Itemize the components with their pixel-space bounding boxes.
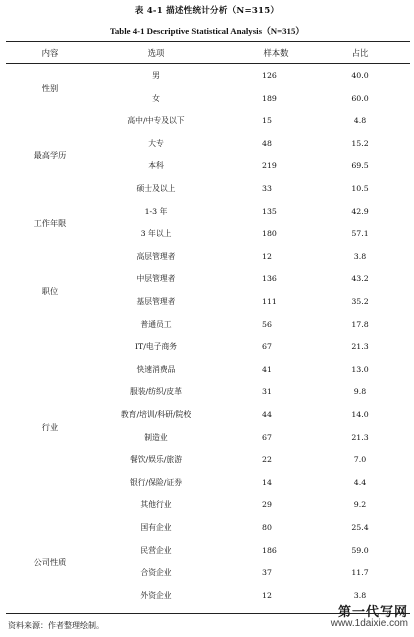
cell-option: 餐饮/娱乐/旅游 — [129, 455, 183, 465]
cell-option: 基层管理者 — [136, 297, 176, 306]
cell-count: 219 — [262, 161, 277, 171]
cell-count: 111 — [262, 297, 277, 306]
cell-option: 服装/纺织/皮革 — [129, 387, 183, 397]
table-row — [0, 517, 414, 540]
cell-pct: 3.8 — [353, 251, 367, 261]
header-count: 样本数 — [263, 48, 289, 58]
table-row — [0, 494, 414, 517]
cell-pct: 69.5 — [351, 161, 369, 171]
cell-option: 其他行业 — [140, 500, 172, 510]
cell-option: 高层管理者 — [136, 251, 176, 261]
cell-pct: 4.4 — [353, 477, 367, 487]
cell-count: 67 — [262, 342, 272, 352]
cell-count: 44 — [262, 410, 272, 419]
cell-pct: 42.9 — [351, 206, 369, 216]
table-row — [0, 110, 414, 133]
table-row — [0, 381, 414, 404]
cell-option: 教育/培训/科研/院校 — [120, 410, 192, 419]
cell-count: 41 — [262, 364, 272, 374]
cell-pct: 57.1 — [351, 229, 369, 239]
cell-count: 33 — [262, 184, 272, 193]
cell-pct: 21.3 — [351, 342, 369, 352]
cell-count: 12 — [262, 590, 272, 600]
cell-option: 国有企业 — [140, 523, 172, 532]
cell-pct: 59.0 — [351, 545, 369, 555]
table-top-rule — [6, 41, 410, 42]
group-label: 工作年限 — [33, 218, 67, 229]
cell-count: 80 — [262, 523, 272, 532]
cell-option: 普通员工 — [140, 319, 172, 329]
cell-count: 56 — [262, 319, 272, 329]
cell-pct: 17.8 — [351, 319, 369, 329]
cell-pct: 9.2 — [353, 500, 367, 510]
cell-count: 12 — [262, 251, 272, 261]
header-content: 内容 — [41, 48, 59, 58]
cell-option: 快速消费品 — [136, 364, 176, 374]
cell-count: 186 — [262, 545, 277, 555]
cell-count: 126 — [262, 71, 277, 80]
cell-pct: 13.0 — [351, 364, 369, 374]
table-row — [0, 246, 414, 269]
cell-option: 男 — [152, 71, 160, 80]
group-label: 性别 — [41, 82, 59, 93]
table-row — [0, 359, 414, 382]
table-caption-en: Table 4-1 Descriptive Statistical Analysis（N=315） — [109, 26, 305, 36]
cell-count: 135 — [262, 206, 277, 216]
cell-pct: 4.8 — [353, 116, 367, 126]
cell-pct: 40.0 — [351, 71, 369, 80]
cell-pct: 14.0 — [351, 410, 369, 419]
header-option: 选项 — [147, 48, 165, 58]
cell-pct: 60.0 — [351, 93, 369, 103]
cell-count: 180 — [262, 229, 277, 239]
cell-option: 3 年以上 — [140, 229, 172, 239]
source-note: 资料来源：作者整理绘制。 — [8, 621, 104, 630]
group-label: 最高学历 — [33, 150, 67, 161]
cell-option: IT/电子商务 — [134, 342, 178, 352]
cell-option: 中层管理者 — [136, 274, 176, 284]
table-caption-cn: 表 4-1 描述性统计分析（N=315） — [134, 6, 280, 16]
header-bottom-rule — [6, 63, 410, 64]
cell-count: 37 — [262, 568, 272, 578]
table-row — [0, 336, 414, 359]
cell-pct: 21.3 — [351, 432, 369, 442]
cell-count: 31 — [262, 387, 272, 397]
cell-option: 硕士及以上 — [136, 184, 176, 193]
cell-count: 136 — [262, 274, 277, 284]
cell-option: 1-3 年 — [144, 206, 168, 216]
cell-pct: 10.5 — [351, 184, 369, 193]
cell-option: 高中/中专及以下 — [127, 116, 185, 126]
cell-option: 制造业 — [144, 432, 168, 442]
cell-count: 189 — [262, 93, 277, 103]
cell-option: 大专 — [148, 138, 164, 148]
cell-option: 民营企业 — [140, 545, 172, 555]
group-label: 公司性质 — [33, 557, 67, 568]
table-row — [0, 449, 414, 472]
cell-option: 银行/保险/证券 — [129, 477, 183, 487]
table-row — [0, 178, 414, 201]
group-label: 职位 — [41, 286, 59, 296]
cell-option: 合资企业 — [140, 568, 172, 578]
cell-count: 15 — [262, 116, 272, 126]
cell-count: 67 — [262, 432, 272, 442]
table-row — [0, 314, 414, 337]
table-row — [0, 472, 414, 495]
cell-pct: 43.2 — [351, 274, 369, 284]
cell-pct: 9.8 — [353, 387, 367, 397]
cell-option: 外资企业 — [140, 590, 172, 600]
watermark — [331, 601, 408, 629]
cell-pct: 3.8 — [353, 590, 367, 600]
cell-pct: 25.4 — [351, 523, 369, 532]
cell-option: 女 — [152, 93, 160, 103]
cell-pct: 11.7 — [351, 568, 369, 578]
group-label: 行业 — [41, 421, 59, 432]
cell-count: 48 — [262, 138, 272, 148]
cell-option: 本科 — [148, 161, 164, 171]
cell-count: 14 — [262, 477, 272, 487]
cell-count: 22 — [262, 455, 272, 465]
watermark-url: www.1daixie.com — [330, 618, 408, 629]
header-pct: 占比 — [351, 48, 369, 58]
cell-pct: 35.2 — [351, 297, 369, 306]
cell-pct: 7.0 — [353, 455, 367, 465]
watermark-title: 第一代写网 — [337, 605, 408, 620]
cell-count: 29 — [262, 500, 272, 510]
cell-pct: 15.2 — [351, 138, 369, 148]
